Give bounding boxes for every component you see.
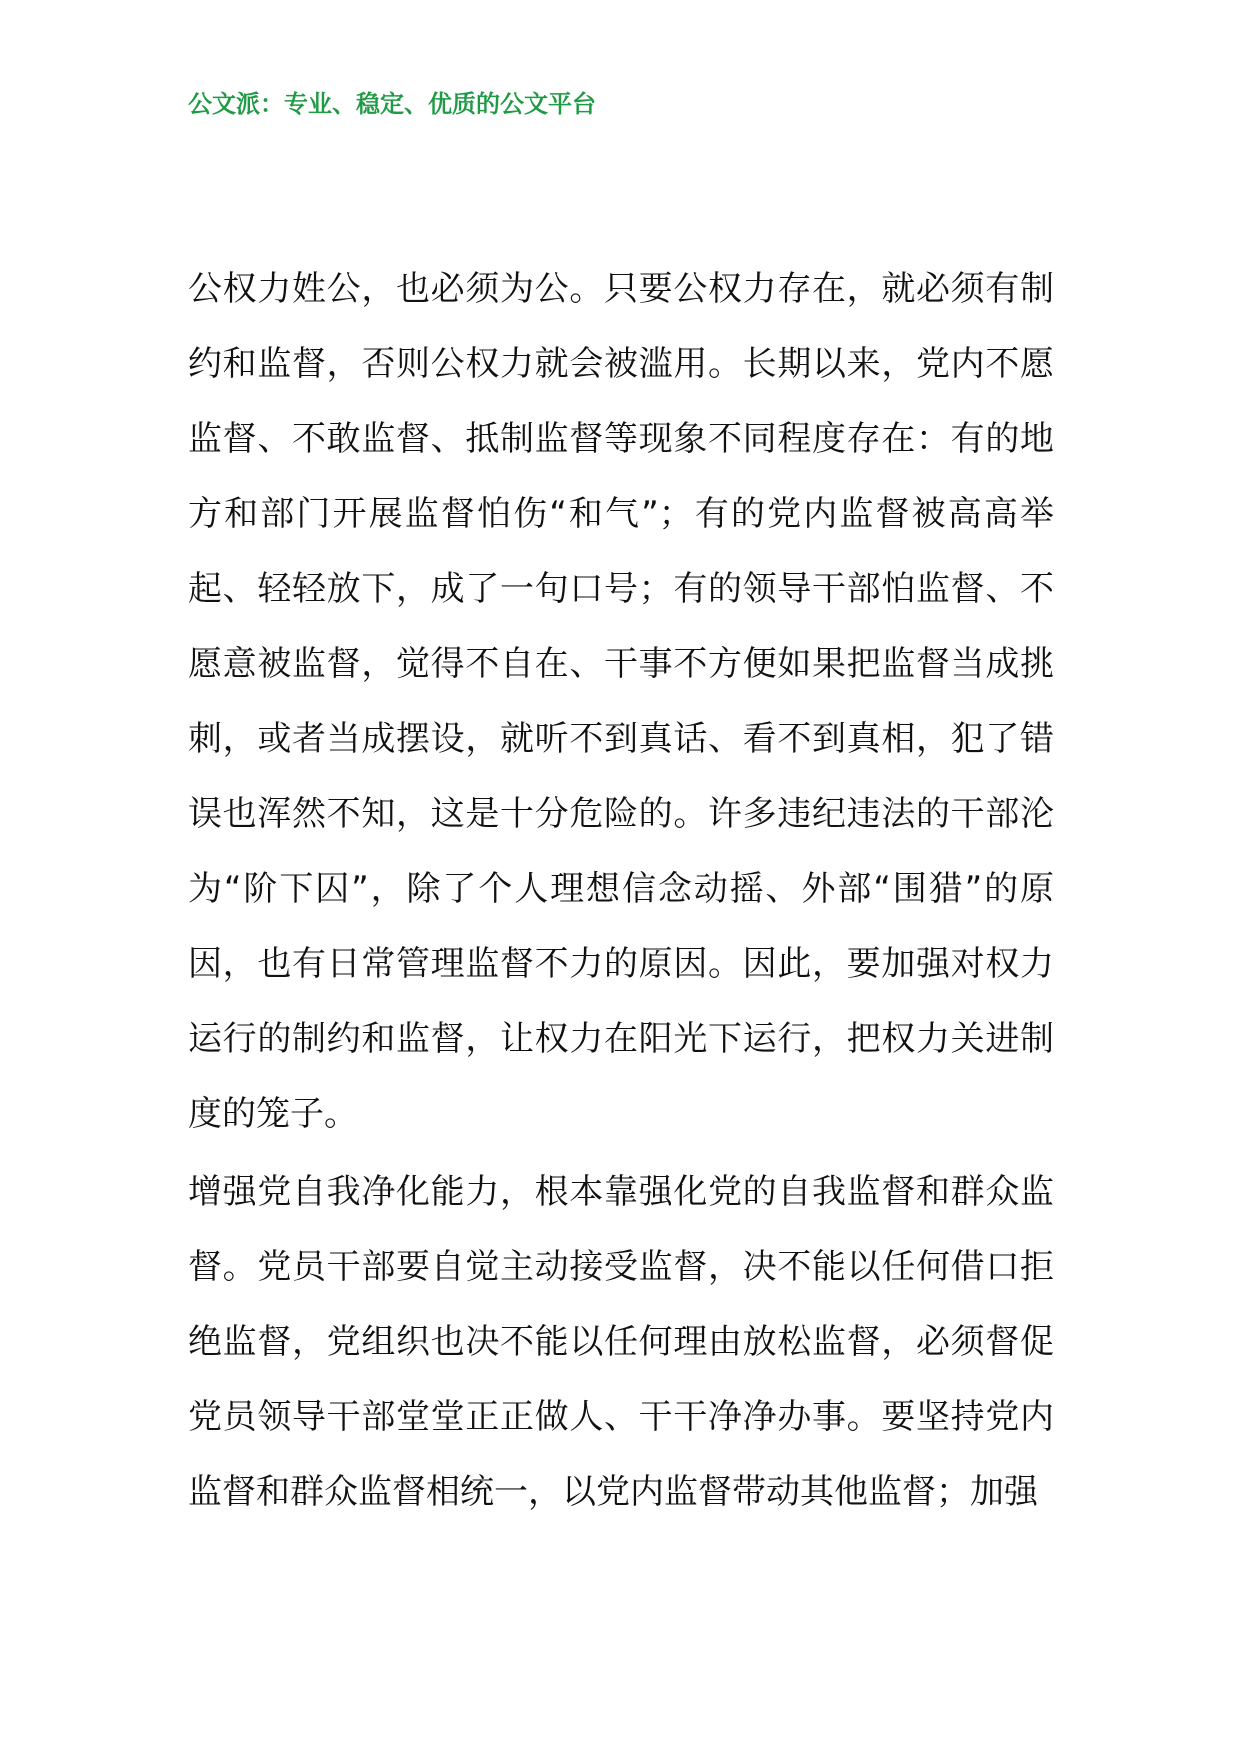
- brand-header: 公文派：专业、稳定、优质的公文平台: [188, 89, 596, 118]
- paragraph-2: 增强党自我净化能力，根本靠强化党的自我监督和群众监督。党员干部要自觉主动接受监督，决不能以任何借口拒绝监督，党组织也决不能以任何理由放松监督，必须督促党员领导干部堂堂正正做人、干干净净办事。要坚持党内监督和群众监督相统一，以党内监督带动其他监督；加强: [188, 1172, 1054, 1512]
- paragraph-1: 公权力姓公，也必须为公。只要公权力存在，就必须有制约和监督，否则公权力就会被滥用。长期以来，党内不愿监督、不敢监督、抵制监督等现象不同程度存在：有的地方和部门开展监督怕伤“和气”；有的党内监督被高高举起、轻轻放下，成了一句口号；有的领导干部怕监督、不愿意被监督，觉得不自在、干事不方便如果把监督当成挑刺，或者当成摆设，就听不到真话、看不到真相，犯了错误也浑然不知，这是十分危险的。许多违纪违法的干部沦为“阶下囚”，除了个人理想信念动摇、外部“围猎”的原因，也有日常管理监督不力的原因。因此，要加强对权力运行的制约和监督，让权力在阳光下运行，把权力关进制度的笼子。: [188, 269, 1054, 1134]
- document-body: [188, 252, 1054, 1530]
